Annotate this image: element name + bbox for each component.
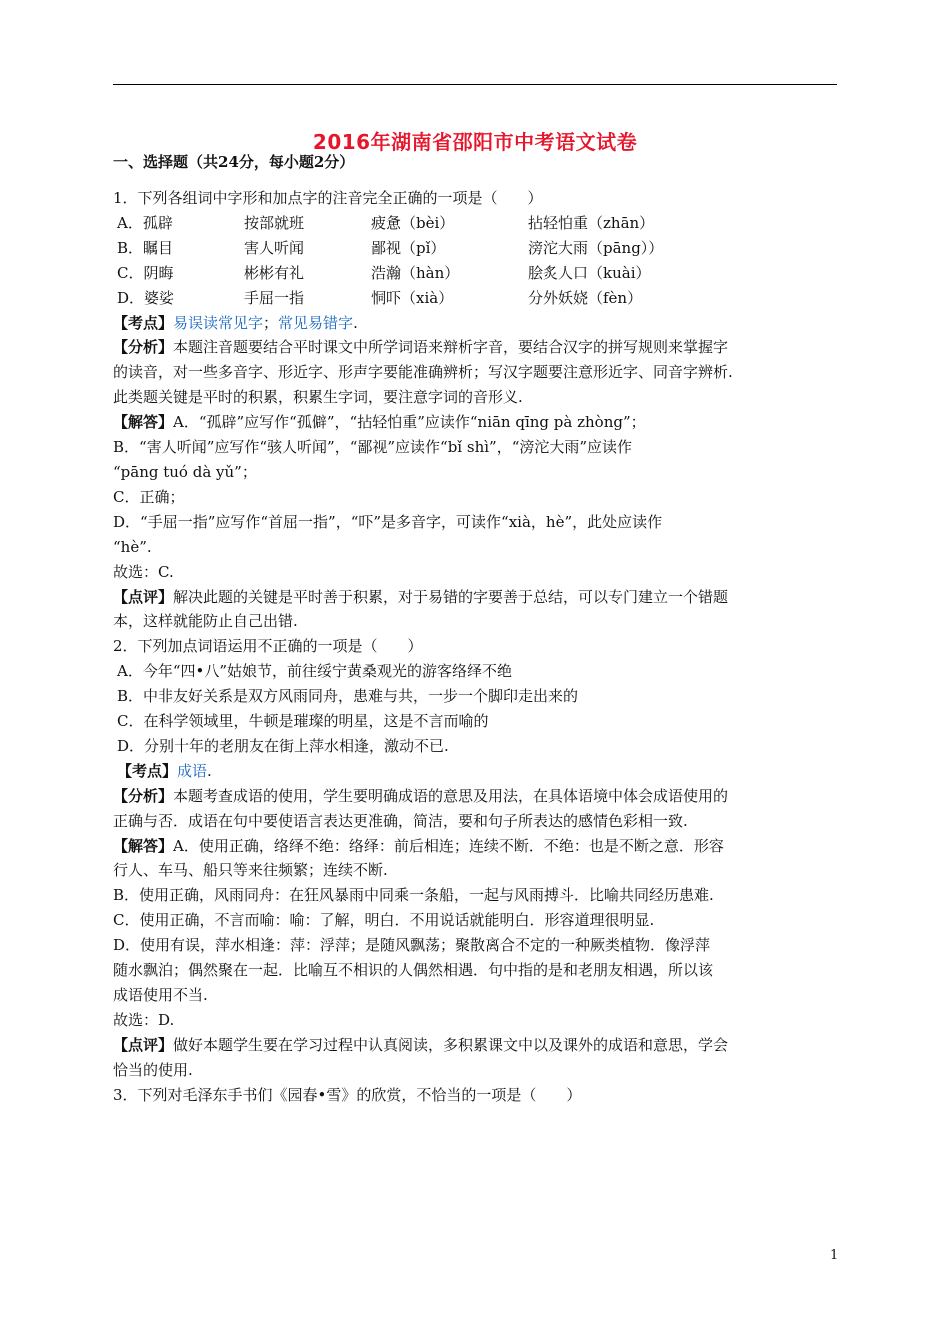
- q2-kaodian: 【考点】成语.: [117, 761, 212, 780]
- q2-option-b: B．中非友好关系是双方风雨同舟，患难与共，一步一个脚印走出来的: [117, 687, 579, 706]
- kaodian-link[interactable]: 常见易错字: [278, 313, 354, 332]
- q1-fenxi-line: 的读音，对一些多音字、形近字、形声字要能准确辨析；写汉字题要注意形近字、同音字辨析.: [113, 363, 733, 382]
- page-number: 1: [830, 1248, 839, 1263]
- q1-option-c: C．阴晦 彬彬有礼 浩瀚（hàn） 脍炙人口（kuài）: [117, 263, 651, 282]
- document-body: [113, 186, 843, 1108]
- q2-option-c: C．在科学领域里，牛顿是璀璨的明星，这是不言而喻的: [117, 712, 489, 731]
- q3-stem: 3．下列对毛泽东手书们《园春•雪》的欣赏，不恰当的一项是（ ）: [113, 1085, 582, 1104]
- header-rule: [113, 84, 837, 85]
- q2-jieda-line: B．使用正确，风雨同舟：在狂风暴雨中同乘一条船，一起与风雨搏斗．比喻共同经历患难.: [113, 886, 714, 905]
- q1-answer: 故选：C.: [113, 562, 174, 581]
- kaodian-link[interactable]: 成语: [177, 761, 208, 780]
- q2-jieda: 【解答】A．使用正确，络绎不绝：络绎：前后相连；连续不断．不绝：也是不断之意．形容: [113, 836, 724, 855]
- q1-dianping-line: 本，这样就能防止自己出错.: [113, 612, 298, 631]
- q2-jieda-line: 成语使用不当.: [113, 986, 208, 1004]
- q2-dianping-line: 恰当的使用.: [113, 1060, 193, 1079]
- q1-option-b: B．瞩目 害人听闻 鄙视（pǐ） 滂沱大雨（pāng））: [117, 238, 664, 257]
- q1-jieda-line: “hè”.: [113, 537, 152, 556]
- q1-kaodian: 【考点】易误读常见字；常见易错字.: [113, 313, 358, 332]
- q1-jieda-line: “pāng tuó dà yǔ”；: [113, 462, 257, 481]
- q1-fenxi-line: 此类题关键是平时的积累，积累生字词，要注意字词的音形义.: [113, 388, 523, 407]
- q2-fenxi: 【分析】本题考查成语的使用，学生要明确成语的意思及用法，在具体语境中体会成语使用的: [113, 786, 729, 805]
- q1-dianping: 【点评】解决此题的关键是平时善于积累，对于易错的字要善于总结，可以专门建立一个错题: [113, 587, 729, 606]
- q2-answer: 故选：D.: [113, 1010, 175, 1029]
- q2-dianping: 【点评】做好本题学生要在学习过程中认真阅读，多积累课文中以及课外的成语和意思，学会: [113, 1035, 729, 1054]
- kaodian-link[interactable]: 易误读常见字: [173, 313, 264, 332]
- q1-jieda-line: C．正确；: [113, 487, 185, 506]
- q1-option-a: A．孤辟 按部就班 疲惫（bèi） 拈轻怕重（zhān）: [117, 213, 655, 232]
- q1-jieda-line: D．“手屈一指”应写作“首屈一指”，“吓”是多音字，可读作“xià，hè”，此处应读作: [113, 512, 663, 531]
- q1-option-d: D．婆娑 手屈一指 恫吓（xià） 分外妖娆（fèn）: [117, 288, 643, 307]
- q1-jieda: 【解答】A．“孤辟”应写作“孤僻”，“拈轻怕重”应读作“niān qīng pà zhòng”；: [113, 413, 646, 432]
- q2-jieda-line: 行人、车马、船只等来往频繁；连续不断.: [113, 861, 388, 880]
- q1-stem: 1．下列各组词中字形和加点字的注音完全正确的一项是（ ）: [113, 189, 543, 207]
- q2-option-a: A．今年“四•八”姑娘节，前往绥宁黄桑观光的游客络绎不绝: [117, 662, 513, 681]
- section-heading: 一、选择题（共24分，每小题2分）: [113, 153, 355, 171]
- q2-stem: 2．下列加点词语运用不正确的一项是（ ）: [113, 637, 423, 656]
- q2-jieda-line: 随水飘泊；偶然聚在一起．比喻互不相识的人偶然相遇．句中指的是和老朋友相遇，所以该: [113, 961, 714, 980]
- q1-jieda-line: B．“害人听闻”应写作“骇人听闻”，“鄙视”应读作“bǐ shì”，“滂沱大雨”应读作: [113, 438, 633, 457]
- q2-jieda-line: C．使用正确，不言而喻：喻：了解，明白．不用说话就能明白．形容道理很明显.: [113, 911, 655, 930]
- q2-fenxi-line: 正确与否．成语在句中要使语言表达更准确，简洁，要和句子所表达的感情色彩相一致.: [113, 811, 688, 830]
- q2-jieda-line: D．使用有误，萍水相逢：萍：浮萍；是随风飘荡；聚散离合不定的一种厥类植物．像浮萍: [113, 936, 711, 955]
- q1-fenxi: 【分析】本题注音题要结合平时课文中所学词语来辩析字音，要结合汉字的拼写规则来掌握字: [113, 338, 729, 357]
- page-title: 2016年湖南省邵阳市中考语文试卷: [312, 130, 638, 154]
- q2-option-d: D．分别十年的老朋友在街上萍水相逢，激动不已.: [117, 736, 449, 755]
